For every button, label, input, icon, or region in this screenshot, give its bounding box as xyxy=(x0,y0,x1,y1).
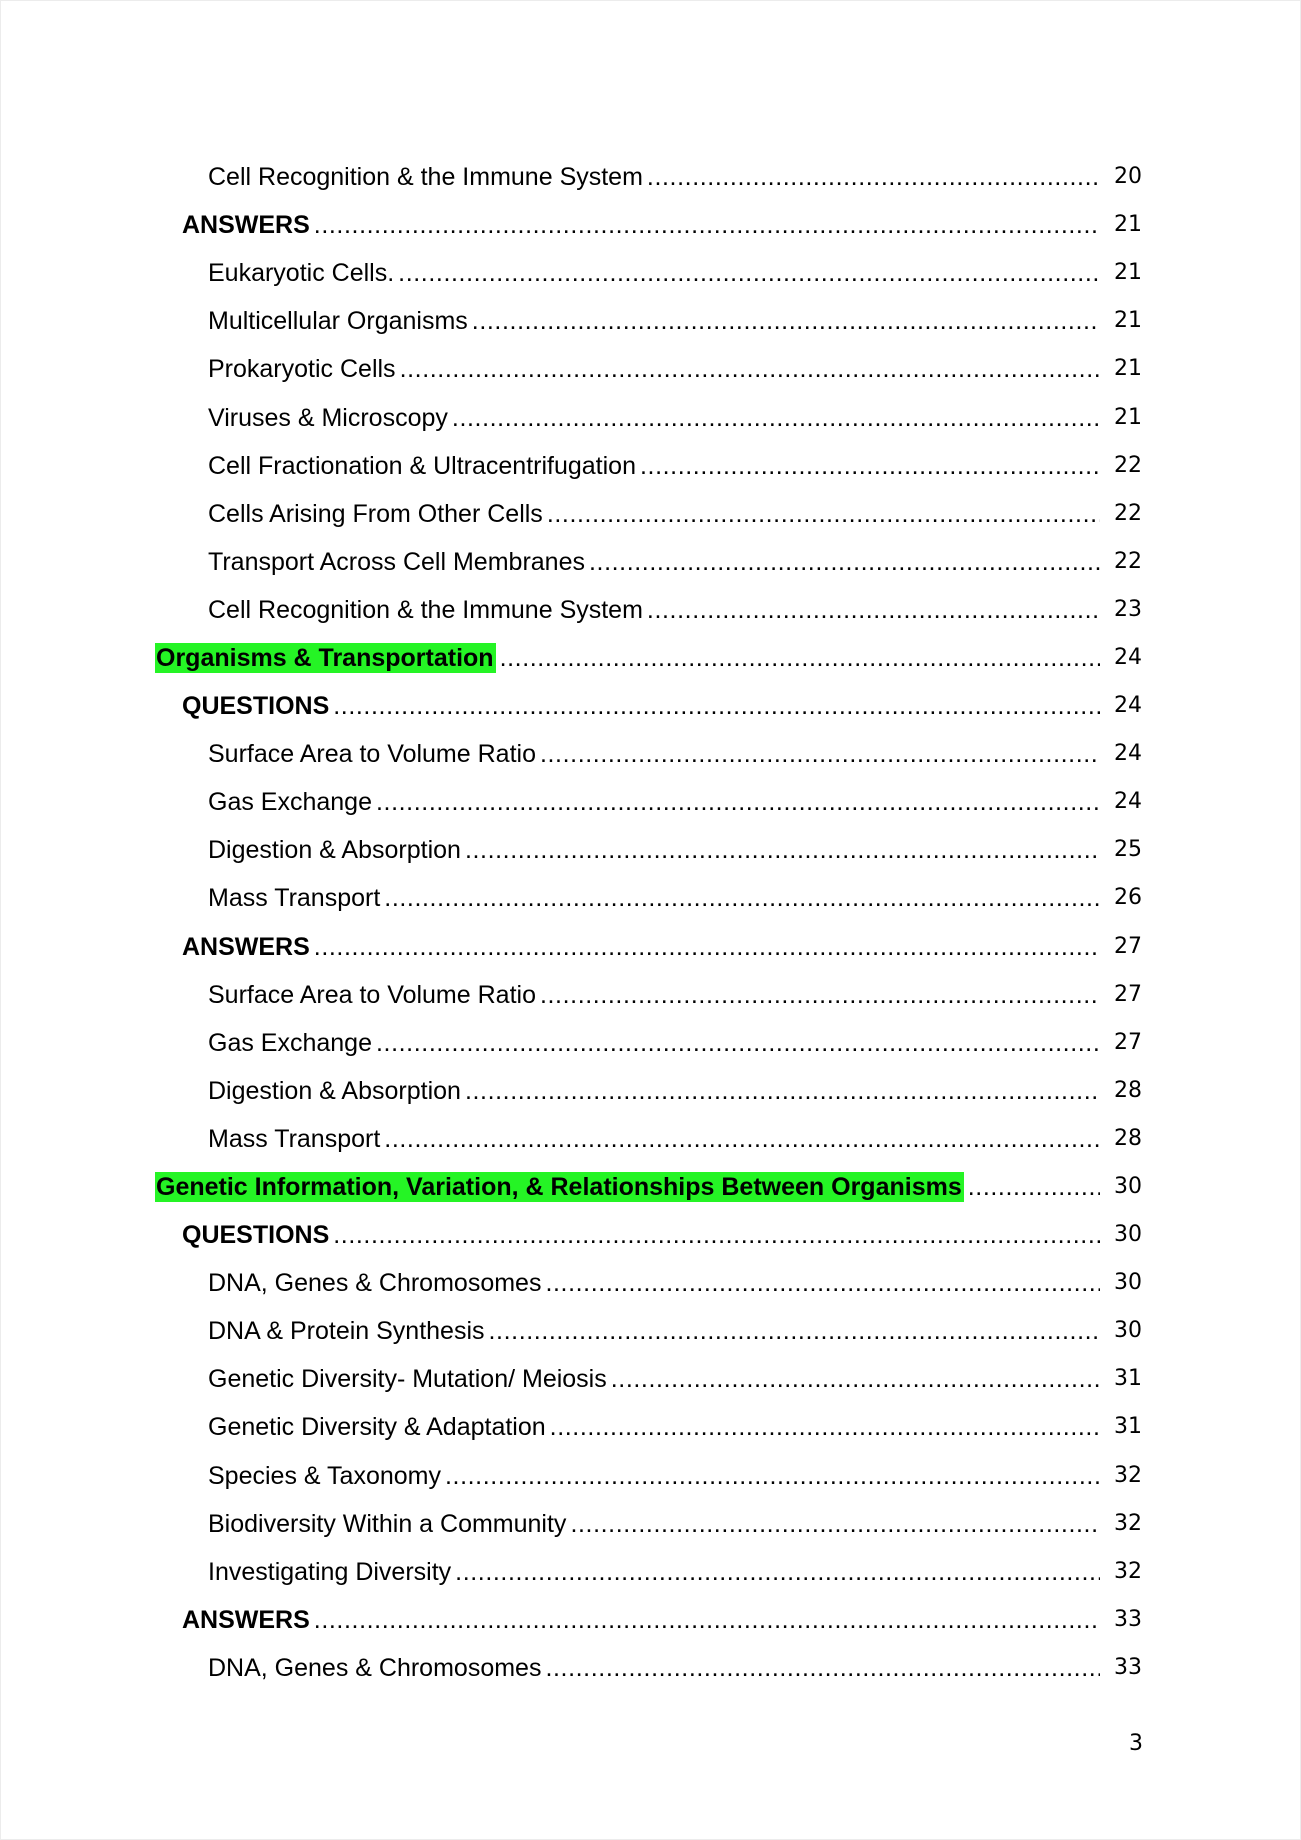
dot-leader xyxy=(400,354,1100,384)
toc-section-heading[interactable] xyxy=(1,1163,1300,1211)
toc-entry-page: 21 xyxy=(1114,404,1142,430)
toc-entry-page: 21 xyxy=(1114,212,1142,238)
dot-leader xyxy=(547,499,1100,529)
toc-entry-title: ANSWERS xyxy=(182,932,310,961)
page-number: 3 xyxy=(1129,1731,1143,1756)
dot-leader xyxy=(465,1076,1100,1106)
dot-leader xyxy=(640,451,1100,481)
toc-entry[interactable] xyxy=(1,586,1300,634)
toc-entry-page: 24 xyxy=(1114,693,1142,719)
toc-entry-page: 32 xyxy=(1114,1558,1142,1584)
toc-entry-title: Genetic Information, Variation, & Relationships Between Organisms xyxy=(156,1173,962,1202)
toc-entry[interactable] xyxy=(1,730,1300,778)
toc-entry-page: 30 xyxy=(1114,1318,1142,1344)
toc-section-heading[interactable] xyxy=(1,634,1300,682)
toc-entry-title: Genetic Diversity- Mutation/ Meiosis xyxy=(208,1365,607,1394)
toc-entry[interactable] xyxy=(1,297,1300,345)
toc-entry-page: 32 xyxy=(1114,1510,1142,1536)
toc-entry[interactable] xyxy=(1,1596,1300,1644)
toc-entry-title: Multicellular Organisms xyxy=(208,307,468,336)
toc-entry-title: ANSWERS xyxy=(182,211,310,240)
toc-entry[interactable] xyxy=(1,874,1300,922)
toc-entry-title: Species & Taxonomy xyxy=(208,1461,441,1490)
toc-entry[interactable] xyxy=(1,1548,1300,1596)
toc-entry-page: 28 xyxy=(1114,1125,1142,1151)
toc-entry-page: 27 xyxy=(1114,933,1142,959)
toc-entry[interactable] xyxy=(1,1644,1300,1692)
toc-entry-page: 23 xyxy=(1114,596,1142,622)
toc-entry[interactable] xyxy=(1,153,1300,201)
dot-leader xyxy=(570,1509,1100,1539)
toc-entry-title: Prokaryotic Cells xyxy=(208,355,396,384)
toc-entry-title: Digestion & Absorption xyxy=(208,836,461,865)
toc-entry-title: Eukaryotic Cells. xyxy=(208,259,395,288)
dot-leader xyxy=(314,932,1100,962)
toc-entry[interactable] xyxy=(1,971,1300,1019)
toc-entry[interactable] xyxy=(1,1500,1300,1548)
dot-leader xyxy=(384,1124,1100,1154)
toc-entry[interactable] xyxy=(1,1259,1300,1307)
dot-leader xyxy=(465,835,1100,865)
toc-entry-title: Viruses & Microscopy xyxy=(208,403,448,432)
dot-leader xyxy=(589,547,1100,577)
toc-entry-page: 31 xyxy=(1114,1414,1142,1440)
toc-entry-title: DNA, Genes & Chromosomes xyxy=(208,1653,542,1682)
toc-entry-page: 20 xyxy=(1114,164,1142,190)
dot-leader xyxy=(333,1220,1100,1250)
toc-entry-page: 30 xyxy=(1114,1222,1142,1248)
dot-leader xyxy=(455,1557,1100,1587)
toc-entry[interactable] xyxy=(1,345,1300,393)
toc-entry[interactable] xyxy=(1,682,1300,730)
dot-leader xyxy=(489,1316,1100,1346)
dot-leader xyxy=(647,162,1100,192)
toc-entry-page: 31 xyxy=(1114,1366,1142,1392)
toc-entry-title: Genetic Diversity & Adaptation xyxy=(208,1413,546,1442)
toc-entry-title: Transport Across Cell Membranes xyxy=(208,547,585,576)
toc-entry-title: Cell Recognition & the Immune System xyxy=(208,595,643,624)
toc-entry-title: Digestion & Absorption xyxy=(208,1076,461,1105)
toc-entry-title: Cell Fractionation & Ultracentrifugation xyxy=(208,451,636,480)
toc-entry[interactable] xyxy=(1,1307,1300,1355)
toc-entry[interactable] xyxy=(1,1115,1300,1163)
toc-entry-page: 21 xyxy=(1114,356,1142,382)
toc-entry[interactable] xyxy=(1,826,1300,874)
dot-leader xyxy=(333,691,1100,721)
toc-entry-page: 22 xyxy=(1114,452,1142,478)
dot-leader xyxy=(540,980,1100,1010)
toc-entry-title: QUESTIONS xyxy=(182,1221,330,1250)
toc-entry-title: Mass Transport xyxy=(208,884,381,913)
toc-entry-title: Gas Exchange xyxy=(208,1028,372,1057)
toc-entry-page: 22 xyxy=(1114,500,1142,526)
toc-entry[interactable] xyxy=(1,923,1300,971)
toc-entry[interactable] xyxy=(1,1403,1300,1451)
toc-entry-title: Cell Recognition & the Immune System xyxy=(208,163,643,192)
toc-entry-page: 21 xyxy=(1114,260,1142,286)
toc-entry-title: Investigating Diversity xyxy=(208,1557,452,1586)
dot-leader xyxy=(540,739,1100,769)
toc-entry[interactable] xyxy=(1,201,1300,249)
dot-leader xyxy=(968,1172,1100,1202)
toc-entry-page: 26 xyxy=(1114,885,1142,911)
toc-entry-page: 30 xyxy=(1114,1174,1142,1200)
document-page xyxy=(1,1,1300,1839)
dot-leader xyxy=(647,595,1100,625)
toc-entry[interactable] xyxy=(1,1019,1300,1067)
toc-entry-title: Cells Arising From Other Cells xyxy=(208,499,543,528)
dot-leader xyxy=(445,1461,1100,1491)
toc-entry[interactable] xyxy=(1,538,1300,586)
toc-entry[interactable] xyxy=(1,1452,1300,1500)
toc-entry-page: 24 xyxy=(1114,644,1142,670)
toc-entry-title: Mass Transport xyxy=(208,1124,381,1153)
toc-entry-page: 32 xyxy=(1114,1462,1142,1488)
toc-entry-page: 21 xyxy=(1114,308,1142,334)
dot-leader xyxy=(384,883,1100,913)
dot-leader xyxy=(545,1653,1100,1683)
toc-entry-title: Organisms & Transportation xyxy=(156,643,494,672)
toc-entry[interactable] xyxy=(1,1355,1300,1403)
toc-entry-title: Surface Area to Volume Ratio xyxy=(208,980,536,1009)
toc-entry-title: Gas Exchange xyxy=(208,788,372,817)
toc-entry-title: ANSWERS xyxy=(182,1605,310,1634)
dot-leader xyxy=(376,787,1100,817)
dot-leader xyxy=(545,1268,1100,1298)
dot-leader xyxy=(500,643,1100,673)
toc-entry[interactable] xyxy=(1,490,1300,538)
toc-entry-title: QUESTIONS xyxy=(182,692,330,721)
dot-leader xyxy=(314,210,1100,240)
toc-entry-page: 27 xyxy=(1114,981,1142,1007)
toc-entry-title: DNA, Genes & Chromosomes xyxy=(208,1269,542,1298)
toc-entry[interactable] xyxy=(1,249,1300,297)
dot-leader xyxy=(452,403,1100,433)
dot-leader xyxy=(550,1412,1100,1442)
toc-entry-page: 33 xyxy=(1114,1654,1142,1680)
toc-entry-page: 28 xyxy=(1114,1077,1142,1103)
toc-entry-page: 24 xyxy=(1114,741,1142,767)
dot-leader xyxy=(398,258,1100,288)
dot-leader xyxy=(472,306,1100,336)
dot-leader xyxy=(611,1364,1100,1394)
toc-entry[interactable] xyxy=(1,1211,1300,1259)
toc-entry[interactable] xyxy=(1,393,1300,441)
toc-entry-page: 25 xyxy=(1114,837,1142,863)
toc-entry-title: Surface Area to Volume Ratio xyxy=(208,740,536,769)
toc-entry-title: Biodiversity Within a Community xyxy=(208,1509,567,1538)
table-of-contents xyxy=(1,153,1300,1692)
toc-entry-title: DNA & Protein Synthesis xyxy=(208,1317,485,1346)
toc-entry[interactable] xyxy=(1,442,1300,490)
toc-entry-page: 33 xyxy=(1114,1606,1142,1632)
toc-entry-page: 22 xyxy=(1114,548,1142,574)
toc-entry-page: 27 xyxy=(1114,1029,1142,1055)
dot-leader xyxy=(376,1028,1100,1058)
toc-entry[interactable] xyxy=(1,1067,1300,1115)
toc-entry[interactable] xyxy=(1,778,1300,826)
toc-entry-page: 24 xyxy=(1114,789,1142,815)
toc-entry-page: 30 xyxy=(1114,1270,1142,1296)
dot-leader xyxy=(314,1605,1100,1635)
